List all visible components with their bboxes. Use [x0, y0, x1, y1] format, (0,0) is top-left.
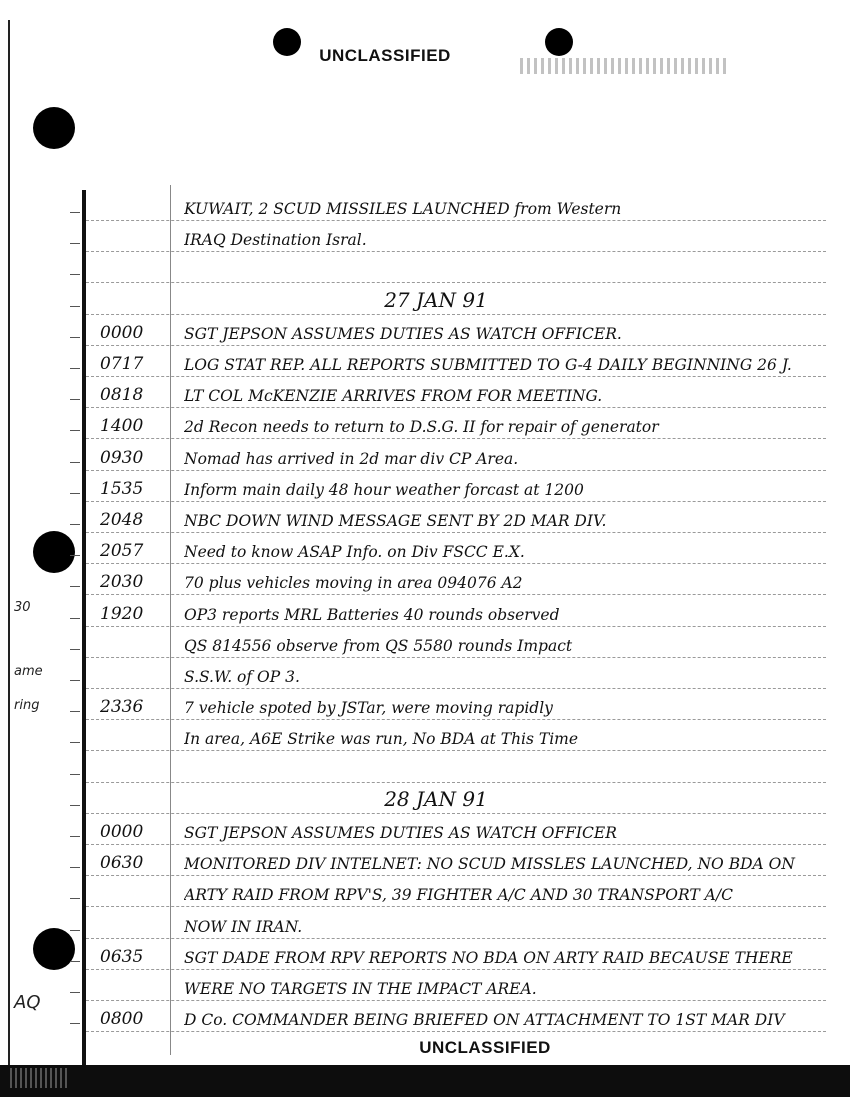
- margin-tick: [70, 649, 80, 650]
- log-entry-row: [86, 535, 826, 564]
- log-entry-time: 2048: [100, 510, 144, 530]
- log-entry-time: 2030: [100, 572, 144, 593]
- log-entry-row: [86, 660, 826, 689]
- classification-footer: UNCLASSIFIED: [419, 1038, 551, 1057]
- log-entry-row: [86, 223, 826, 252]
- margin-tick: [70, 930, 80, 931]
- punch-hole: [33, 531, 75, 573]
- log-entry-text: 2d Recon needs to return to D.S.G. II for repair of generator: [184, 418, 659, 437]
- log-entry-row: [86, 254, 826, 283]
- margin-tick: [70, 274, 80, 275]
- margin-tick: [70, 493, 80, 494]
- margin-tick: [70, 586, 80, 587]
- log-entry-row: [86, 1003, 826, 1032]
- log-entry-row: [86, 473, 826, 502]
- margin-tick: [70, 462, 80, 463]
- log-entry-row: [86, 691, 826, 720]
- log-entry-text: MONITORED DIV INTELNET: NO SCUD MISSLES LAUNCHED, NO BDA ON: [184, 855, 795, 874]
- log-entry-time: 0800: [100, 1009, 144, 1030]
- log-entry-text: SGT DADE FROM RPV REPORTS NO BDA ON ARTY RAID BECAUSE THERE: [184, 948, 793, 967]
- log-date-row: [86, 785, 826, 814]
- log-entry-time: 0717: [100, 354, 144, 374]
- margin-note: ame: [14, 664, 43, 679]
- log-date-heading: 28 JAN 91: [384, 786, 488, 811]
- margin-tick: [70, 430, 80, 431]
- margin-tick: [70, 306, 80, 307]
- margin-tick: [70, 961, 80, 962]
- log-entry-time: 0000: [100, 322, 144, 343]
- margin-tick: [70, 555, 80, 556]
- log-entry-text: LOG STAT REP. ALL REPORTS SUBMITTED TO G-4 DAILY BEGINNING 26 J.: [184, 356, 792, 374]
- log-entry-row: [86, 192, 826, 221]
- log-entry-text: LT COL McKENZIE ARRIVES FROM FOR MEETING.: [184, 387, 603, 406]
- margin-tick: [70, 992, 80, 993]
- log-date-row: [86, 286, 826, 315]
- log-entry-time: 2057: [100, 541, 144, 562]
- margin-tick: [70, 774, 80, 775]
- log-entry-row: [86, 317, 826, 346]
- log-entry-text: D Co. COMMANDER BEING BRIEFED ON ATTACHMENT TO 1ST MAR DIV: [184, 1011, 785, 1030]
- log-entry-text: IRAQ Destination Isral.: [184, 231, 367, 250]
- log-entry-text: NOW IN IRAN.: [184, 917, 303, 936]
- log-entry-row: [86, 941, 826, 970]
- log-entry-text: Nomad has arrived in 2d mar div CP Area.: [184, 449, 519, 468]
- log-entry-time: 1535: [100, 478, 144, 499]
- log-entry-text: 70 plus vehicles moving in area 094076 A2: [184, 574, 523, 593]
- log-entry-row: [86, 410, 826, 439]
- log-entry-time: 0818: [100, 385, 144, 406]
- punch-hole: [33, 107, 75, 149]
- log-entry-row: [86, 972, 826, 1001]
- log-entry-text: WERE NO TARGETS IN THE IMPACT AREA.: [184, 980, 537, 998]
- log-entry-text: In area, A6E Strike was run, No BDA at This Time: [184, 730, 579, 749]
- log-entry-row: [86, 566, 826, 595]
- margin-tick: [70, 243, 80, 244]
- margin-tick: [70, 898, 80, 899]
- log-entry-text: KUWAIT, 2 SCUD MISSILES LAUNCHED from Western: [184, 200, 622, 218]
- log-entry-time: 0630: [100, 853, 144, 874]
- log-entry-text: Need to know ASAP Info. on Div FSCC E.X.: [184, 543, 525, 562]
- log-entry-row: [86, 598, 826, 627]
- log-entry-text: OP3 reports MRL Batteries 40 rounds observed: [184, 605, 560, 624]
- log-entry-text: QS 814556 observe from QS 5580 rounds Impact: [184, 636, 573, 655]
- log-entry-text: SGT JEPSON ASSUMES DUTIES AS WATCH OFFICER.: [184, 324, 622, 343]
- margin-note: ring: [14, 698, 40, 713]
- margin-tick: [70, 618, 80, 619]
- log-entry-text: NBC DOWN WIND MESSAGE SENT BY 2D MAR DIV.: [184, 512, 607, 530]
- log-entry-row: [86, 878, 826, 907]
- margin-tick: [70, 399, 80, 400]
- margin-tick: [70, 805, 80, 806]
- log-entry-row: [86, 504, 826, 533]
- scan-bottom-edge: [0, 1065, 850, 1097]
- log-entry-time: 1920: [100, 603, 144, 624]
- margin-tick: [70, 337, 80, 338]
- margin-tick: [70, 1023, 80, 1024]
- log-entry-row: [86, 442, 826, 471]
- margin-tick: [70, 742, 80, 743]
- classification-header: UNCLASSIFIED: [319, 46, 451, 65]
- margin-tick: [70, 368, 80, 369]
- log-entry-row: [86, 910, 826, 939]
- log-entry-time: 0000: [100, 822, 144, 842]
- margin-tick: [70, 836, 80, 837]
- log-entry-time: 0930: [100, 447, 144, 468]
- log-entry-text: 7 vehicle spoted by JSTar, were moving rapidly: [184, 699, 553, 718]
- margin-tick: [70, 680, 80, 681]
- margin-note: 30: [14, 600, 31, 615]
- log-entry-row: [86, 722, 826, 751]
- log-entry-time: 0635: [100, 946, 144, 967]
- log-entry-row: [86, 754, 826, 783]
- margin-tick: [70, 711, 80, 712]
- margin-tick: [70, 212, 80, 213]
- log-entry-row: [86, 816, 826, 845]
- log-entry-row: [86, 348, 826, 377]
- log-entry-text: S.S.W. of OP 3.: [184, 668, 300, 686]
- scan-bottom-specks: [10, 1068, 70, 1088]
- margin-note: AQ: [14, 992, 41, 1013]
- log-date-heading: 27 JAN 91: [384, 287, 488, 312]
- log-entry-row: [86, 847, 826, 876]
- log-entry-text: Inform main daily 48 hour weather forcast at 1200: [184, 480, 584, 499]
- log-entry-time: 1400: [100, 416, 144, 437]
- log-entry-text: SGT JEPSON ASSUMES DUTIES AS WATCH OFFICER: [184, 824, 617, 842]
- log-entry-row: [86, 379, 826, 408]
- log-entry-text: ARTY RAID FROM RPV'S, 39 FIGHTER A/C AND 30 TRANSPORT A/C: [184, 886, 733, 905]
- left-border-line: [8, 20, 10, 1070]
- log-entry-time: 2336: [100, 697, 144, 718]
- log-entry-row: [86, 629, 826, 658]
- punch-hole: [33, 928, 75, 970]
- margin-tick: [70, 524, 80, 525]
- margin-tick: [70, 867, 80, 868]
